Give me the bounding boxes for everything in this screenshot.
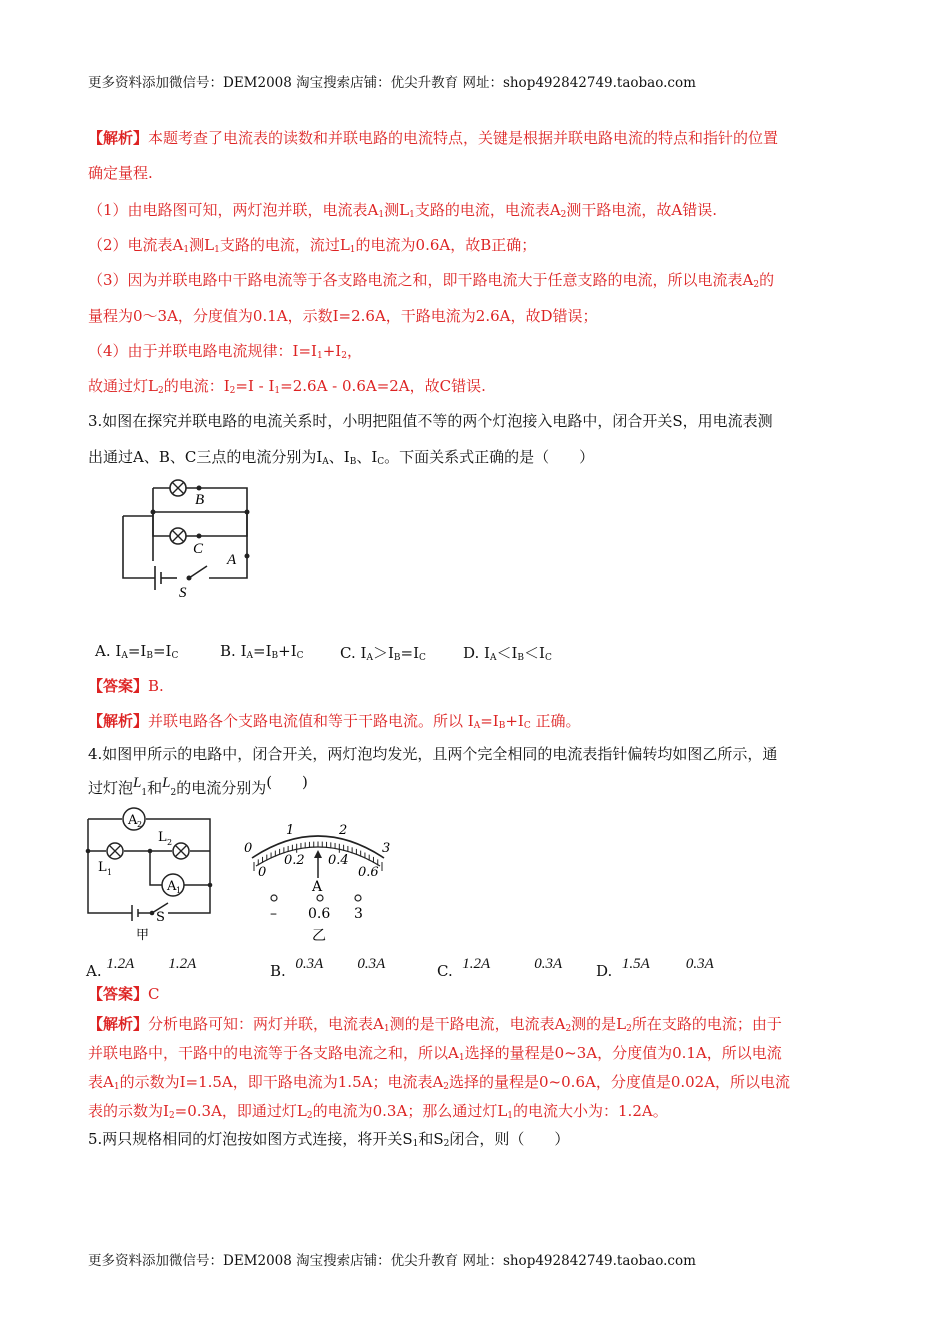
q4-stem-line2: 过灯泡$L_1$和$L_2$的电流分别为( ) (88, 773, 308, 798)
q4-stem-line1: 4.如图甲所示的电路中，闭合开关，两灯泡均发光，且两个完全相同的电流表指针偏转均如图乙所示，通 (88, 745, 778, 763)
q4-label-yi: 乙 (312, 928, 326, 944)
q3-label-B: B (195, 492, 205, 508)
p2-step5: 故通过灯$L_2$的电流：$I_2=I - I_1=2.6A - 0.6A=2A$，故C错误. (88, 377, 486, 396)
svg-text:S: S (156, 910, 165, 925)
p2-step4: （4）由于并联电路电流规律：$I=I_1+I_2$， (88, 342, 362, 361)
p2-step3-cont: 量程为0～3A，分度值为0.1A，示数I=2.6A，干路电流为2.6A，故D错误； (88, 307, 598, 325)
q4-label-jia: 甲 (136, 928, 150, 943)
svg-text:1: 1 (107, 868, 113, 877)
q3-analysis: 【解析】并联电路各个支路电流值和等于干路电流。所以 $I_A=I_B+I_C$ 正确。 (88, 712, 581, 731)
svg-text:0.4: 0.4 (328, 853, 349, 868)
q4-option-c[interactable]: C. 1.2A 0.3A (437, 956, 563, 980)
svg-text:A: A (128, 813, 138, 828)
q4-ammeter-dial-yi (240, 818, 400, 946)
q3-option-c[interactable]: C. $I_A>I_B=I_C$ (340, 644, 426, 663)
q3-switch (189, 566, 207, 578)
svg-text:0.2: 0.2 (284, 853, 305, 868)
svg-text:0: 0 (258, 865, 267, 880)
q3-label-C: C (193, 541, 204, 557)
p2-step3: （3）因为并联电路中干路电流等于各支路电流之和，即干路电流大于任意支路的电流，所以电流表$A_2$的 (88, 271, 775, 290)
svg-text:0: 0 (244, 841, 253, 856)
svg-text:3: 3 (354, 906, 363, 922)
p2-intro-line1: 【解析】本题考查了电流表的读数和并联电路的电流特点，关键是根据并联电路电流的特点和指针的位置 (88, 129, 779, 147)
q3-option-d[interactable]: D. $I_A<I_B<I_C$ (463, 644, 552, 663)
svg-text:A: A (312, 879, 323, 895)
q4-option-b[interactable]: B. 0.3A 0.3A (270, 956, 386, 980)
svg-text:1: 1 (286, 823, 295, 838)
q3-label-A: A (227, 552, 237, 568)
p2-step1: （1）由电路图可知，两灯泡并联，电流表$A_1$测$L_1$支路的电流，电流表$A_2$测干路电流，故A错误. (88, 201, 718, 220)
q3-stem-line2: 出通过A、B、C三点的电流分别为$I_A$、$I_B$、$I_C$。下面关系式正确的是（ ） (88, 448, 595, 467)
svg-text:1: 1 (176, 886, 182, 895)
svg-text:0.6: 0.6 (358, 865, 379, 880)
q4-option-a[interactable]: A. 1.2A 1.2A (86, 956, 197, 980)
q3-answer: 【答案】B. (88, 677, 164, 695)
svg-text:2: 2 (167, 838, 173, 847)
q4-analysis-line1: 【解析】分析电路可知：两灯并联，电流表$A_1$测的是干路电流，电流表$A_2$测的是$L_2$所在支路的电流；由于 (88, 1015, 782, 1034)
svg-text:A: A (167, 879, 177, 894)
q4-circuit-jia (80, 805, 215, 945)
q5-stem: 5.两只规格相同的灯泡按如图方式连接，将开关$S_1$和$S_2$闭合，则（ ） (88, 1130, 570, 1149)
q4-analysis-line3: 表$A_1$的示数为I=1.5A，即干路电流为1.5A；电流表$A_2$选择的量程是0~0.6A，分度值是0.02A，所以电流 (88, 1073, 791, 1092)
q3-option-b[interactable]: B. $I_A=I_B+I_C$ (220, 642, 304, 661)
svg-text:2: 2 (137, 820, 143, 829)
q4-answer: 【答案】C (88, 985, 160, 1003)
q3-circuit-diagram (115, 476, 260, 606)
q4-option-d[interactable]: D. 1.5A 0.3A (596, 956, 714, 980)
svg-text:L: L (158, 830, 167, 845)
svg-text:–: – (270, 906, 277, 922)
svg-text:L: L (98, 860, 107, 875)
svg-text:2: 2 (339, 823, 348, 838)
p2-intro-line2: 确定量程. (88, 164, 153, 182)
q3-label-S: S (179, 585, 187, 601)
page-header: 更多资料添加微信号：DEM2008 淘宝搜索店铺：优尖升教育 网址：shop492842749.taobao.com (88, 75, 696, 91)
svg-text:3: 3 (382, 841, 391, 856)
q3-stem-line1: 3.如图在探究并联电路的电流关系时，小明把阻值不等的两个灯泡接入电路中，闭合开关S，用电流表测 (88, 412, 773, 430)
p2-step2: （2）电流表$A_1$测$L_1$支路的电流，流过$L_1$的电流为0.6A，故B正确； (88, 236, 537, 255)
q4-analysis-line4: 表的示数为$I_2=0.3A$，即通过灯$L_2$的电流为0.3A；那么通过灯$L_1$的电流大小为：1.2A。 (88, 1102, 668, 1121)
svg-text:0.6: 0.6 (308, 906, 331, 922)
q4-analysis-line2: 并联电路中，干路中的电流等于各支路电流之和，所以$A_1$选择的量程是0~3A，分度值为0.1A，所以电流 (88, 1044, 782, 1063)
q3-option-a[interactable]: A. $I_A=I_B=I_C$ (95, 642, 179, 661)
page-footer: 更多资料添加微信号：DEM2008 淘宝搜索店铺：优尖升教育 网址：shop492842749.taobao.com (88, 1253, 696, 1269)
